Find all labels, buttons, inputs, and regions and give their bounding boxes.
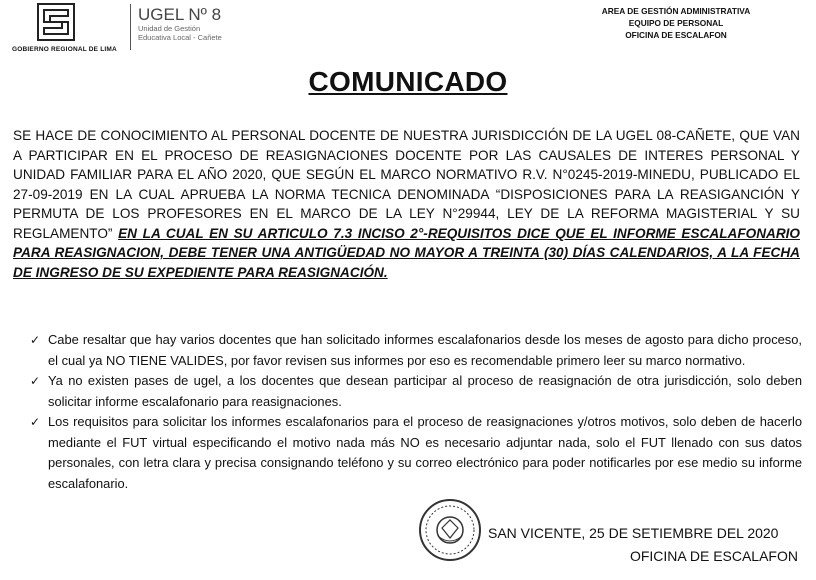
list-item-text: Ya no existen pases de ugel, a los docentes que desean participar al proceso de reasignación de otra jurisdicción, solo deben solicitar informe escalafonario para reasignaciones. (48, 373, 802, 409)
checkmark-icon: ✓ (30, 415, 41, 429)
ugel-block (138, 6, 222, 42)
list-item-text: Los requisitos para solicitar los informes escalafonarios para el proceso de reasignaciones y/otros motivos, solo deben de hacerlo mediante el FUT virtual especificando el motivo nada más NO es necesario adjuntar nada, solo el FUT llenado con sus datos personales, con letra clara y precisa consignando teléfono y su correo electrónico para poder notificarles por ese medio su informe escalafonario. (48, 414, 802, 491)
checkmark-icon: ✓ (30, 374, 41, 388)
header-divider (130, 4, 131, 50)
org-name: GOBIERNO REGIONAL DE LIMA (12, 46, 117, 53)
signature-office: OFICINA DE ESCALAFON (629, 548, 798, 564)
regional-emblem-icon (36, 2, 76, 42)
ugel-subtitle-1: Unidad de Gestión (138, 24, 201, 33)
dept-line-3: OFICINA DE ESCALAFON (625, 30, 727, 40)
list-item (32, 412, 802, 494)
page-title: COMUNICADO (308, 66, 508, 97)
official-seal-icon (418, 498, 482, 562)
list-item-text: Cabe resaltar que hay varios docentes que han solicitado informes escalafonarios desde los meses de agosto para dicho proceso, el cual ya NO TIENE VALIDES, por favor revisen sus informes por eso es recomendable primero leer su marco normativo. (48, 332, 802, 368)
ugel-subtitle-2: Educativa Local - Cañete (138, 33, 222, 42)
notice-list (32, 330, 802, 494)
department-block (566, 5, 786, 41)
body-text: SE HACE DE CONOCIMIENTO AL PERSONAL DOCENTE DE NUESTRA JURISDICCIÓN DE LA UGEL 08-CAÑETE, QUE VAN A PARTICIPAR EN EL PROCESO DE REASIGNACIONES DOCENTE POR LAS CAUSALES DE INTERES PERSONAL Y UNIDAD FAMILIAR PARA EL AÑO 2020, QUE SEGÚN EL MARCO NORMATIVO R.V. N°0245-2019-MINEDU, PUBLICADO EL 27-09-2019 EN LA CUAL APRUEBA LA NORMA TECNICA DENOMINADA “DISPOSICIONES PARA LA REASIGANCIÓN Y PERMUTA DE LOS PROFESORES EN EL MARCO DE LA LEY N°29944, LEY DE LA REFORMA MAGISTERIAL Y SU REGLAMENTO” (13, 128, 800, 241)
list-item (32, 371, 802, 412)
list-item (32, 330, 802, 371)
body-paragraph (13, 126, 800, 282)
dept-line-1: AREA DE GESTIÓN ADMINISTRATIVA (601, 6, 751, 16)
dept-line-2: EQUIPO DE PERSONAL (628, 18, 724, 28)
page-title-wrap (0, 66, 816, 98)
checkmark-icon: ✓ (30, 333, 41, 347)
signature-place-date: SAN VICENTE, 25 DE SETIEMBRE DEL 2020 (488, 525, 779, 541)
header-logo (12, 2, 132, 60)
body-emphasis: EN LA CUAL EN SU ARTICULO 7.3 INCISO 2°-REQUISITOS DICE QUE EL INFORME ESCALAFONARIO PARA REASIGNACION, DEBE TENER UNA ANTIGÜEDAD NO MAYOR A TREINTA (30) DÍAS CALENDARIOS, A LA FECHA DE INGRESO DE SU EXPEDIENTE PARA REASIGNACIÓN. (13, 225, 800, 280)
ugel-title: UGEL Nº 8 (138, 5, 222, 24)
